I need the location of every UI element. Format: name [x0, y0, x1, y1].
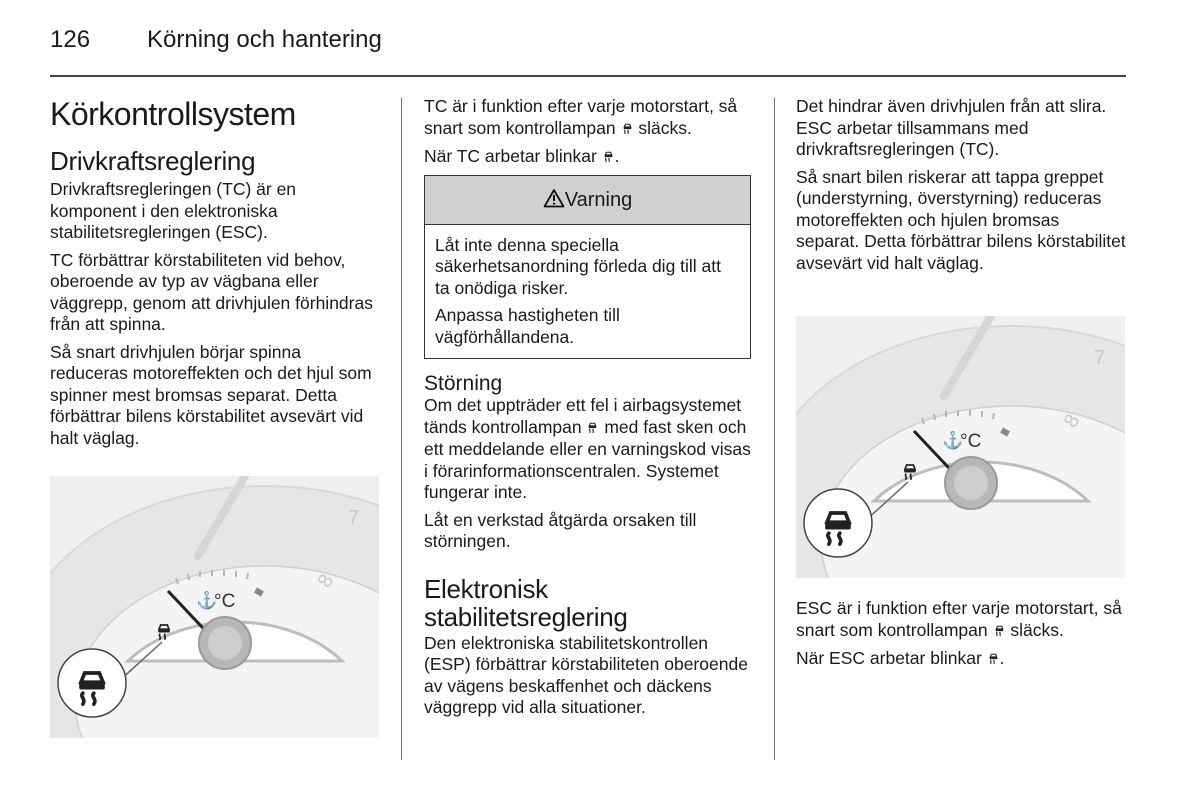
svg-text:8: 8: [1059, 410, 1085, 432]
paragraph: Det hindrar även drivhjulen från att slira. ESC arbetar tillsammans med drivkraftsregleringen (TC).: [796, 96, 1107, 159]
section-title: Körkontrollsystem: [50, 96, 296, 132]
traction-control-icon: [621, 121, 634, 137]
page-header-title: Körning och hantering: [147, 26, 382, 53]
paragraph: Så snart drivhjulen börjar spinna reduceras motoreffekten och det hjul som spinner mest bromsas separat. Detta förbättrar bilens körstabilitet avsevärt vid halt väglag.: [50, 341, 372, 448]
subsection-title: Elektronisk stabilitetsreglering: [424, 573, 628, 632]
temperature-unit-label: °C: [214, 591, 236, 612]
paragraph: TC förbättrar körstabiliteten vid behov, oberoende av typ av vägbana eller väggrepp, genom att drivhjulen förhindras från att spinna.: [50, 249, 373, 334]
paragraph: När TC arbetar blinkar .: [424, 146, 620, 166]
svg-text:7: 7: [1094, 347, 1106, 369]
dashboard-gauge-illustration: [796, 316, 1125, 578]
warning-title: Varning: [564, 188, 633, 211]
column-3: [796, 96, 1126, 280]
warning-triangle-icon: [543, 189, 565, 211]
svg-text:8: 8: [313, 570, 339, 592]
dashboard-gauge-illustration: [50, 476, 379, 738]
paragraph: När ESC arbetar blinkar .: [796, 648, 1005, 668]
paragraph: ESC är i funktion efter varje motorstart, så snart som kontrollampan släcks.: [796, 598, 1122, 640]
column-3-lower: [796, 598, 1126, 677]
paragraph: Drivkraftsregleringen (TC) är en komponent i den elektroniska stabilitetsregleringen (ESC).: [50, 179, 297, 242]
subsection-title: Drivkraftsreglering: [50, 146, 256, 176]
paragraph: Den elektroniska stabilitetskontrollen (ESP) förbättrar körstabiliteten oberoende av vägens beskaffenhet och däckens väggrepp vid alla situationer.: [424, 632, 748, 717]
svg-text:7: 7: [348, 507, 360, 529]
column-divider: [774, 98, 775, 760]
traction-control-icon: [602, 149, 615, 165]
paragraph: Så snart bilen riskerar att tappa greppet (understyrning, överstyrning) reduceras motoreffekten och hjulen bromsas separat. Detta förbättrar bilens körstabilitet avsevärt vid halt väglag.: [796, 166, 1126, 273]
column-divider: [401, 98, 402, 760]
paragraph: TC är i funktion efter varje motorstart, så snart som kontrollampan släcks.: [424, 96, 738, 138]
header-rule: [50, 75, 1126, 77]
svg-text:⚓: ⚓: [942, 431, 964, 450]
traction-control-icon: [987, 651, 1000, 667]
subsection-title: Störning: [424, 372, 503, 395]
column-1: [50, 96, 382, 455]
svg-text:⚓: ⚓: [196, 591, 218, 610]
warning-header: [425, 176, 750, 225]
warning-text: Anpassa hastigheten till vägförhållandena.: [435, 305, 620, 347]
paragraph: Låt en verkstad åtgärda orsaken till störningen.: [424, 509, 697, 551]
traction-control-icon: [586, 420, 599, 436]
column-2: [424, 96, 754, 725]
page-number: 126: [50, 26, 91, 53]
warning-text: Låt inte denna speciella säkerhetsanordning förleda dig till att ta onödiga risker.: [435, 234, 722, 298]
paragraph: Om det uppträder ett fel i airbagsystemet tänds kontrollampan med fast sken och ett meddelande eller en varningskod visas i förarinformationscentralen. Systemet fungerar inte.: [424, 395, 751, 502]
warning-box: [424, 175, 751, 360]
temperature-unit-label: °C: [960, 431, 982, 452]
traction-control-icon: [993, 623, 1006, 639]
